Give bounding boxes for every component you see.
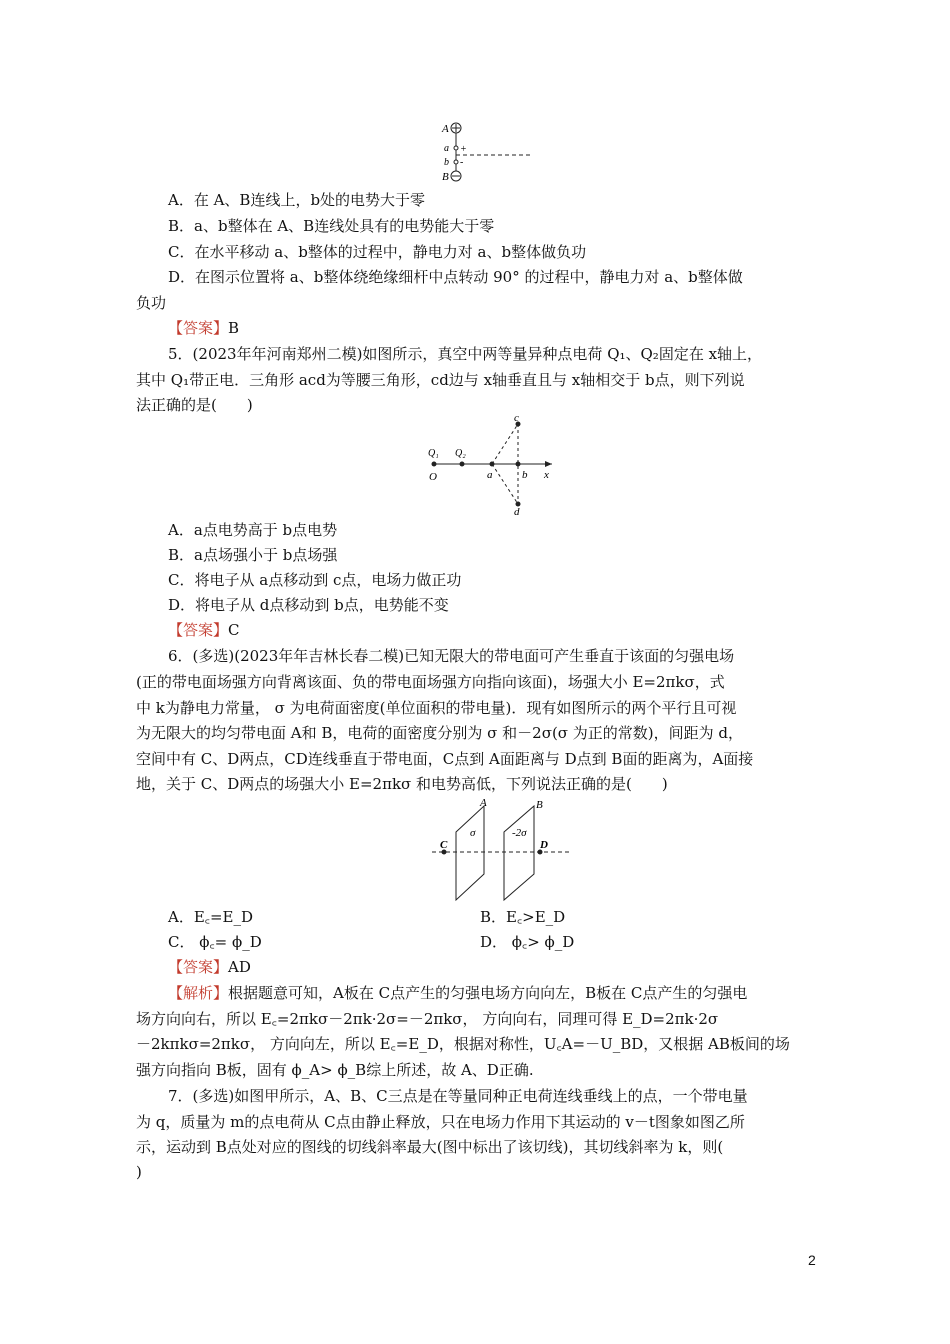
- answer-tag: 【答案】: [168, 319, 229, 337]
- q6-analysis-2: 场方向向右，所以 E꜀=2πkσ－2πk·2σ=－2πkσ， 方向向右，同理可得 E_D=2πk·2σ: [136, 1010, 719, 1028]
- q6-stem-5: 空间中有 C、D两点，CD连线垂直于带电面，C点到 A面距离与 D点到 B面的距离为，A面接: [136, 750, 754, 768]
- fig5-label-x: x: [544, 469, 549, 481]
- q6-analysis-4: 强方向指向 B板，固有 ϕ_A> ϕ_B综上所述，故 A、D正确.: [136, 1061, 534, 1079]
- answer-tag: 【答案】: [168, 958, 229, 976]
- q4-option-c: C．在水平移动 a、b整体的过程中，静电力对 a、b整体做负功: [168, 243, 587, 261]
- fig5-label-o: O: [429, 471, 437, 483]
- q4-option-b: B．a、b整体在 A、B连线处具有的电势能大于零: [168, 217, 495, 235]
- fig4-label-minus: -: [460, 157, 464, 168]
- q5-option-a: A．a点电势高于 b点电势: [168, 521, 338, 539]
- q5-stem-3: 法正确的是( ): [136, 396, 253, 414]
- q6-stem-3: 中 k为静电力常量， σ 为电荷面密度(单位面积的带电量)．现有如图所示的两个平行且可视: [136, 699, 737, 717]
- answer-value: AD: [228, 958, 251, 976]
- q4-option-d-cont: 负功: [136, 294, 167, 312]
- q4-option-a: A．在 A、B连线上，b处的电势大于零: [168, 191, 426, 209]
- fig5-label-d: d: [514, 506, 520, 516]
- fig6-label-sigma: σ: [470, 827, 476, 839]
- fig5-label-q1: Q₁: [428, 448, 439, 459]
- fig4-label-A: A: [442, 123, 449, 135]
- q6-analysis-1: [168, 983, 747, 1003]
- q7-stem-2: 为 q，质量为 m的点电荷从 C点由静止释放，只在电场力作用下其运动的 v－t图象如图乙所: [136, 1113, 745, 1131]
- q5-stem-2: 其中 Q₁带正电．三角形 acd为等腰三角形，cd边与 x轴垂直且与 x轴相交于 b点，则下列说: [136, 371, 745, 389]
- q6-stem-1: 6．(多选)(2023年年吉林长春二模)已知无限大的带电面可产生垂直于该面的匀强电场: [168, 647, 735, 665]
- q6-option-a: A．E꜀=E_D: [168, 908, 254, 926]
- answer-tag: 【答案】: [168, 621, 229, 639]
- q6-option-b: B．E꜀>E_D: [480, 908, 566, 926]
- q5-option-d: D．将电子从 d点移动到 b点，电势能不变: [168, 596, 449, 614]
- analysis-tag: 【解析】: [168, 984, 229, 1002]
- fig6-label-A: A: [480, 797, 487, 809]
- q7-stem-3: 示，运动到 B点处对应的图线的切线斜率最大(图中标出了该切线)，其切线斜率为 k，则(: [136, 1138, 724, 1156]
- q6-option-d: D． ϕ꜀> ϕ_D: [480, 933, 575, 951]
- q5-answer: [168, 620, 240, 640]
- q4-option-d: D．在图示位置将 a、b整体绕绝缘细杆中点转动 90° 的过程中，静电力对 a、b整体做: [168, 268, 743, 286]
- q6-option-c: C． ϕ꜀= ϕ_D: [168, 933, 262, 951]
- fig4-label-a: a: [444, 143, 449, 154]
- q6-answer: [168, 957, 251, 977]
- page-number: 2: [808, 1252, 816, 1268]
- fig6-label-B: B: [536, 799, 543, 811]
- q6-stem-4: 为无限大的均匀带电面 A和 B，电荷的面密度分别为 σ 和－2σ(σ 为正的常数)，间距为 d，: [136, 724, 744, 742]
- analysis-text: 根据题意可知，A板在 C点产生的匀强电场方向向左，B板在 C点产生的匀强电: [228, 984, 748, 1002]
- fig4-label-plus: +: [460, 144, 467, 155]
- q4-answer: [168, 318, 239, 338]
- dipole-figure: [440, 118, 540, 188]
- q6-analysis-3: －2kπkσ=2πkσ， 方向向左，所以 E꜀=E_D，根据对称性，U꜀A=－U_BD，又根据 AB板间的场: [136, 1035, 790, 1053]
- q5-option-c: C．将电子从 a点移动到 c点，电场力做正功: [168, 571, 462, 589]
- q6-stem-6: 地，关于 C、D两点的场强大小 E=2πkσ 和电势高低，下列说法正确的是( ): [136, 775, 668, 793]
- triangle-charge-figure: [424, 412, 564, 516]
- fig6-label-C: C: [440, 839, 448, 851]
- fig5-label-a: a: [487, 469, 493, 481]
- q7-stem-1: 7．(多选)如图甲所示，A、B、C三点是在等量同种正电荷连线垂线上的点，一个带电量: [168, 1087, 748, 1105]
- q5-stem-1: 5．(2023年年河南郑州二模)如图所示，真空中两等量异种点电荷 Q₁、Q₂固定在 x轴上，: [168, 345, 763, 363]
- fig4-label-B: B: [442, 171, 449, 183]
- q7-stem-4: ): [136, 1163, 142, 1181]
- fig5-label-c: c: [514, 412, 519, 424]
- q5-option-b: B．a点场强小于 b点场强: [168, 546, 338, 564]
- fig5-label-b: b: [522, 469, 528, 481]
- fig5-label-q2: Q₂: [455, 448, 466, 459]
- answer-value: C: [228, 621, 240, 639]
- fig4-label-b: b: [444, 157, 449, 168]
- q6-stem-2: (正的带电面场强方向背离该面、负的带电面场强方向指向该面)，场强大小 E=2πkσ，式: [136, 673, 725, 691]
- parallel-plates-figure: [428, 796, 578, 902]
- fig6-label-D: D: [540, 839, 548, 851]
- answer-value: B: [228, 319, 240, 337]
- fig6-label-neg-sigma: -2σ: [512, 827, 527, 839]
